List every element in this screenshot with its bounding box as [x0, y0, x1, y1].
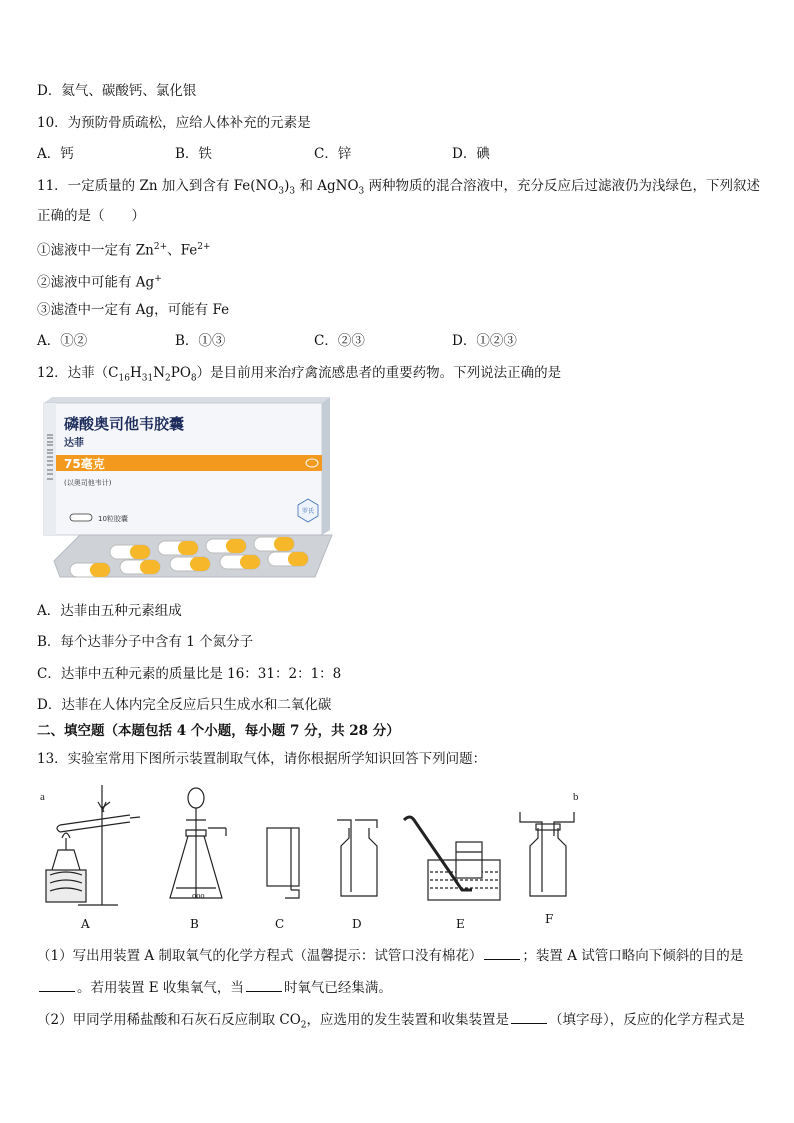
q10-option-a: A．钙 — [37, 146, 74, 162]
q10-option-d: D．碘 — [452, 146, 490, 162]
port-label-b: b — [573, 791, 579, 803]
q11-option-d: D．①②③ — [452, 333, 517, 349]
q12-option-a: A．达菲由五种元素组成 — [37, 603, 182, 619]
formula-part: H — [129, 365, 142, 381]
q11-statement-3: ③滤渣中一定有 Ag，可能有 Fe — [37, 302, 230, 318]
q11-stem-part: 11．一定质量的 Zn 加入到含有 Fe(NO — [37, 178, 279, 194]
label-b: B — [190, 917, 199, 931]
box-brand: 达菲 — [64, 438, 84, 449]
apparatus-c — [267, 828, 299, 898]
port-label-a: a — [40, 791, 45, 803]
apparatus-f — [520, 812, 574, 896]
subscript: 3 — [358, 186, 365, 197]
q9-option-d: D．氦气、碳酸钙、氯化银 — [37, 83, 197, 99]
q11-stem — [37, 177, 760, 201]
q11-stem-part: 和 AgNO — [295, 178, 359, 194]
label-e: E — [456, 917, 465, 931]
q13-text: ，应选用的发生装置和收集装置是 — [306, 1012, 510, 1028]
box-count: 10粒胶囊 — [98, 515, 128, 523]
q13-stem: 13．实验室常用下图所示装置制取气体，请你根据所学知识回答下列问题： — [37, 751, 487, 767]
superscript: 2+ — [153, 242, 168, 252]
apparatus-diagram — [38, 780, 598, 935]
statement-text: ②滤液中可能有 Ag — [37, 274, 155, 291]
apparatus-a — [46, 785, 140, 905]
q13-part2-line1 — [37, 1011, 745, 1035]
capsule-icon — [70, 514, 92, 521]
q13-text: 。若用装置 E 收集氧气，当 — [77, 980, 244, 996]
label-c: C — [275, 917, 285, 931]
q11-stem-line2: 正确的是（ ） — [37, 208, 145, 224]
q12-option-d: D．达菲在人体内完全反应后只生成水和二氧化碳 — [37, 697, 332, 713]
box-drug-name: 磷酸奥司他韦胶囊 — [64, 415, 185, 433]
q10-option-c: C．锌 — [314, 146, 352, 162]
q11-statement-2 — [37, 270, 162, 292]
box-dose: 75毫克 — [64, 457, 105, 471]
q11-stem-part: ) — [284, 178, 290, 194]
superscript: 2+ — [197, 242, 211, 252]
q11-option-a: A．①② — [37, 333, 88, 349]
q11-statement-1 — [37, 238, 211, 260]
answer-blank[interactable] — [511, 1011, 547, 1024]
box-top-edge — [44, 397, 330, 403]
formula-part: N — [153, 365, 166, 381]
apparatus-e — [404, 817, 500, 900]
apparatus-d — [337, 820, 377, 896]
q12-option-b: B．每个达菲分子中含有 1 个氮分子 — [37, 634, 254, 650]
superscript: + — [154, 274, 162, 284]
medicine-box-image — [40, 395, 340, 585]
answer-blank[interactable] — [484, 947, 520, 960]
q11-option-b: B．①③ — [175, 333, 226, 349]
q13-part1-line1 — [37, 947, 743, 965]
q10-stem: 10．为预防骨质疏松，应给人体补充的元素是 — [37, 115, 311, 131]
q13-text: ；装置 A 试管口略向下倾斜的目的是 — [522, 948, 744, 964]
q13-text: （填字母），反应的化学方程式是 — [549, 1012, 745, 1028]
label-d: D — [352, 917, 362, 931]
q12-stem-part: ）是目前用来治疗禽流感患者的重要药物。下列说法正确的是 — [196, 365, 562, 381]
statement-text: 、Fe — [167, 242, 198, 259]
subscript: 31 — [141, 373, 154, 384]
q13-text: 时氧气已经集满。 — [283, 980, 392, 996]
answer-blank[interactable] — [246, 979, 282, 992]
q11-stem-part: 两种物质的混合溶液中，充分反应后过滤液仍为浅绿色，下列叙述 — [364, 178, 761, 194]
subscript: 2 — [165, 373, 171, 384]
q11-option-c: C．②③ — [314, 333, 365, 349]
box-note: (以奥司他韦计) — [64, 479, 112, 487]
subscript: 2 — [300, 1020, 307, 1031]
section-heading: 二、填空题（本题包括 4 个小题，每小题 7 分，共 28 分） — [37, 723, 400, 739]
subscript: 8 — [190, 373, 197, 384]
subscript: 3 — [289, 186, 296, 197]
box-barcode-strip — [44, 403, 56, 535]
q13-text: （2）甲同学用稀盐酸和石灰石反应制取 CO — [37, 1012, 301, 1028]
box-maker: 罗氏 — [302, 508, 315, 515]
formula-part: PO — [170, 365, 191, 381]
answer-blank[interactable] — [39, 979, 75, 992]
svg-text:ooo: ooo — [192, 892, 205, 900]
box-side-edge — [322, 397, 330, 535]
subscript: 16 — [118, 373, 130, 384]
q12-stem-part: 12．达菲（C — [37, 365, 119, 381]
apparatus-b — [170, 788, 226, 900]
label-a: A — [81, 917, 90, 931]
q13-text: （1）写出用装置 A 制取氧气的化学方程式（温馨提示：试管口没有棉花） — [37, 948, 483, 964]
q10-option-b: B．铁 — [175, 146, 212, 162]
statement-text: ①滤液中一定有 Zn — [37, 242, 154, 259]
subscript: 3 — [278, 186, 285, 197]
q12-option-c: C．达菲中五种元素的质量比是 16：31：2：1：8 — [37, 666, 342, 682]
q13-part1-line2 — [37, 979, 392, 997]
q12-stem — [37, 364, 561, 388]
label-f: F — [545, 912, 554, 926]
